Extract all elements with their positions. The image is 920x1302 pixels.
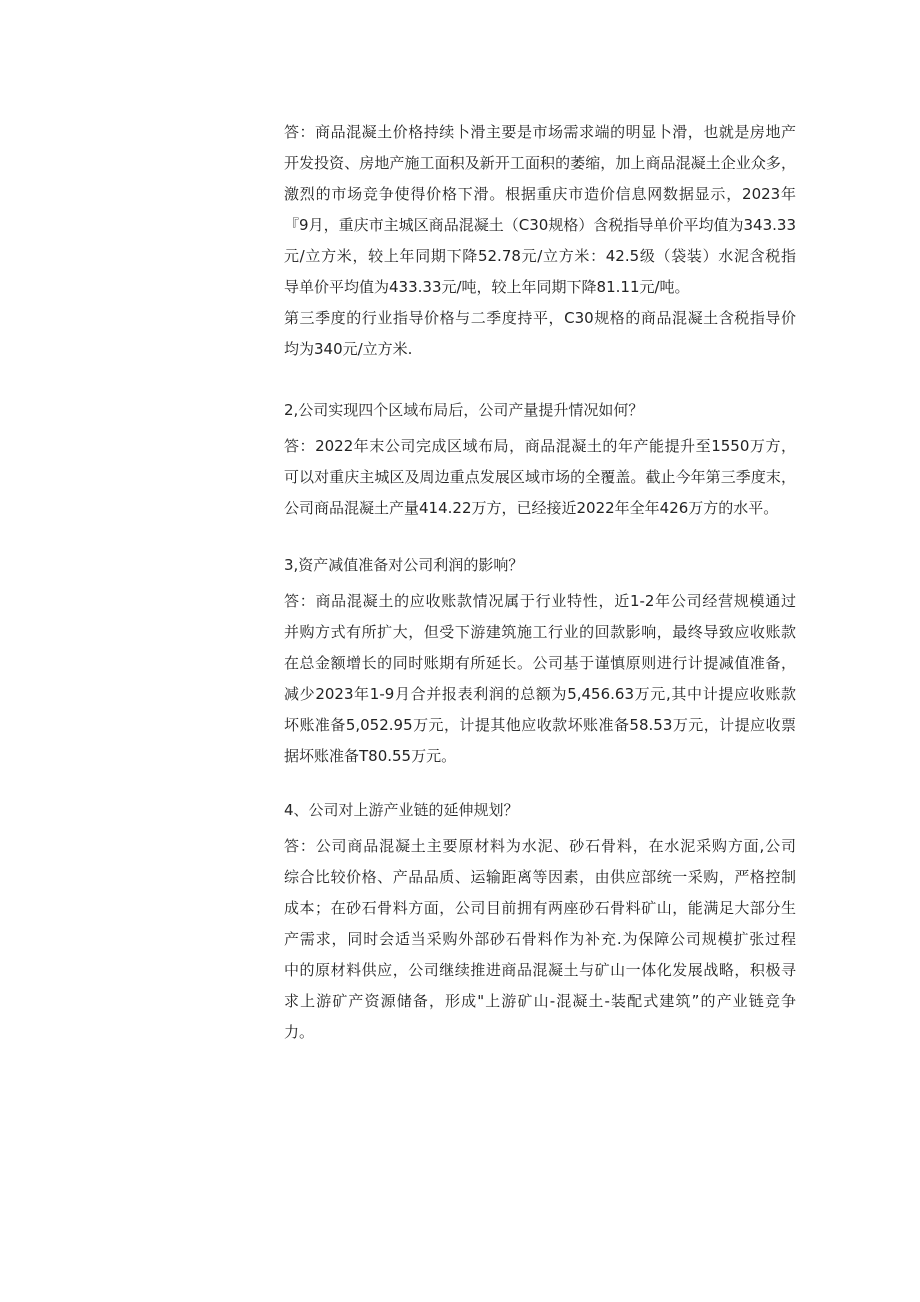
text-line: 答：商品混凝土价格持续卜滑主要是市场需求端的明显卜滑，也就是房地产 [284,123,796,141]
text-line: 求上游矿产资源储备，形成"上游矿山-混凝土-装配式建筑”的产业链竞争 [284,992,796,1010]
text-line: 据坏账准备T80.55万元。 [284,747,457,765]
text-line: 答：公司商品混凝土主要原材料为水泥、砂石骨料，在水泥采购方面,公司 [284,837,796,855]
text-line: 激烈的市场竞争使得价格下滑。根据重庆市造价信息网数据显示，2023年 [284,185,796,203]
text-line: 导单价平均值为433.33元/吨，较上年同期下降81.11元/吨。 [284,278,690,296]
question-heading: 2,公司实现四个区域布局后，公司产量提升情况如何？ [284,401,644,419]
text-line: 在总金额增长的同时账期有所延长。公司基于谨慎原则进行计提减值准备， [284,654,796,672]
text-line: 『9月，重庆市主城区商品混凝土（C30规格）含税指导单价平均值为343.33 [284,216,796,234]
answer-price-trend [284,117,796,365]
text-line: 开发投资、房地产施工面积及新开工面积的萎缩，加上商品混凝土企业众多， [284,154,796,172]
text-line: 答：2022年末公司完成区域布局，商品混凝土的年产能提升至1550万方， [284,437,796,455]
question-3 [284,550,796,581]
answer-production-capacity [284,431,796,524]
text-line: 均为340元/立方米. [284,340,413,358]
text-line: 力。 [284,1023,315,1041]
text-line: 并购方式有所扩大，但受下游建筑施工行业的回款影响，最终导致应收账款 [284,623,796,641]
text-line: 答：商品混凝土的应收账款情况属于行业特性，近1-2年公司经营规模通过 [284,592,796,610]
text-line: 第三季度的行业指导价格与二季度持平，C30规格的商品混凝土含税指导价 [284,309,796,327]
text-line: 公司商品混凝土产量414.22万方，已经接近2022年全年426万方的水平。 [284,499,779,517]
text-line: 减少2023年1-9月合并报表利润的总额为5,456.63万元,其中计提应收账款 [284,685,796,703]
answer-upstream-plan [284,831,796,1048]
text-line: 综合比较价格、产品品质、运输距离等因素，由供应部统一采购，严格控制 [284,868,796,886]
answer-impairment [284,586,796,772]
question-heading: 3,资产减值准备对公司利润的影响？ [284,556,524,574]
question-2 [284,395,796,426]
text-line: 中的原材料供应，公司继续推进商品混凝土与矿山一体化发展战略，积极寻 [284,961,796,979]
text-line: 产需求，同时会适当采购外部砂石骨料作为补充.为保障公司规模扩张过程 [284,930,796,948]
question-4 [284,795,796,826]
text-line: 元/立方米，较上年同期下降52.78元/立方米：42.5级（袋装）水泥含税指 [284,247,796,265]
text-line: 可以对重庆主城区及周边重点发展区域市场的全覆盖。截止今年第三季度末， [284,468,796,486]
question-heading: 4、公司对上游产业链的延伸规划？ [284,801,519,819]
text-line: 成本；在砂石骨料方面，公司目前拥有两座砂石骨料矿山，能满足大部分生 [284,899,796,917]
text-line: 坏账准备5,052.95万元，计提其他应收款坏账准备58.53万元，计提应收票 [284,716,796,734]
